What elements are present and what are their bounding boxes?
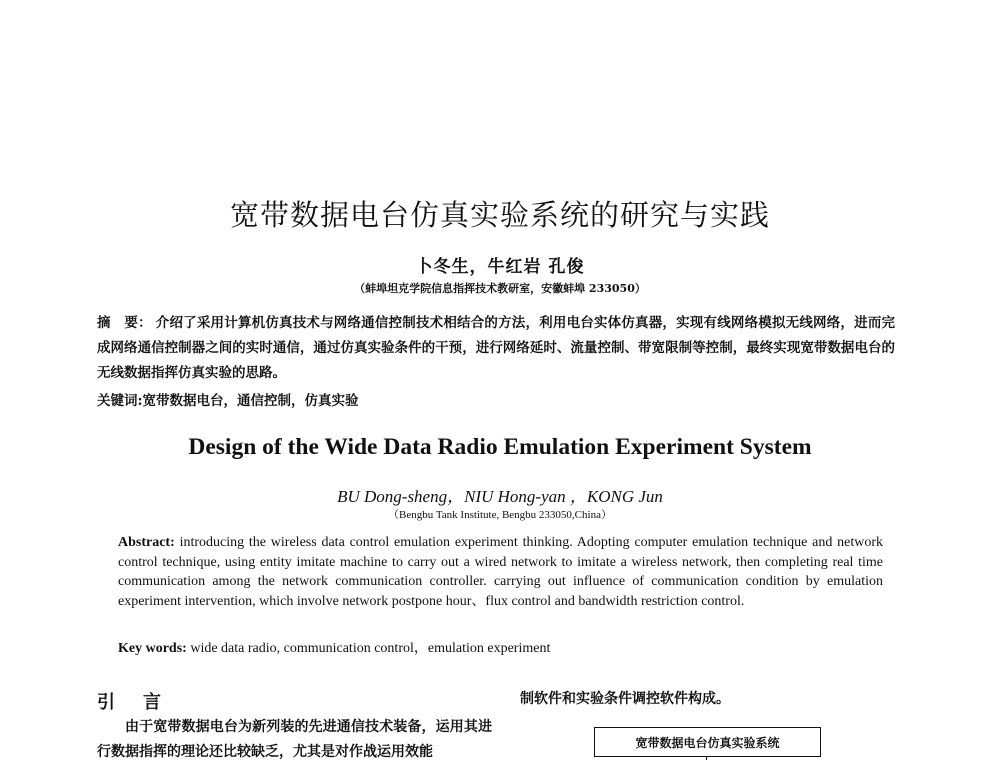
section-heading-char-1: 引: [97, 692, 115, 713]
section-heading-char-2: 言: [143, 692, 161, 713]
body-paragraph-right: 制软件和实验条件调控软件构成。: [520, 691, 730, 707]
keywords-text-en: wide data radio, communication control，emulation experiment: [190, 641, 551, 656]
authors-en: BU Dong-sheng，NIU Hong-yan ，KONG Jun: [337, 487, 663, 506]
abstract-text-en: introducing the wireless data control emulation experiment thinking. Adopting computer emulation technique and network control technique, using entity imitate machine to carry out a wired network to imitate a wireless network, then completing real time communication among the network communication controller. carrying out influence of communication condition by emulation experiment intervention, which involve network postpone hour、flux control and bandwidth restriction control.: [118, 535, 884, 609]
authors-cn: 卜冬生，牛红岩 孔俊: [415, 257, 585, 277]
abstract-text-cn: 介绍了采用计算机仿真技术与网络通信控制技术相结合的方法，利用电台实体仿真器，实现有线网络模拟无线网络，进而完成网络通信控制器之间的实时通信，通过仿真实验条件的干预，进行网络延时、流量控制、带宽限制等控制，最终实现宽带数据电台的无线数据指挥仿真实验的思路。: [97, 315, 896, 381]
abstract-label-en: Abstract:: [118, 535, 175, 550]
keywords-cn: [97, 389, 895, 409]
abstract-en: [118, 533, 883, 611]
abstract-cn: [97, 311, 895, 386]
paper-title-en: Design of the Wide Data Radio Emulation Experiment System: [188, 434, 812, 460]
keywords-label-en: Key words:: [118, 641, 187, 656]
figure-box-label: 宽带数据电台仿真实验系统: [635, 735, 780, 750]
affiliation-en: （Bengbu Tank Institute, Bengbu 233050,China）: [388, 509, 612, 521]
paper-title-cn: 宽带数据电台仿真实验系统的研究与实践: [229, 198, 770, 232]
body-paragraph-left: 由于宽带数据电台为新列装的先进通信技术装备，运用其进行数据指挥的理论还比较缺乏，尤其是对作战运用效能: [97, 719, 492, 760]
abstract-label-cn: 摘 要：: [97, 315, 152, 331]
affiliation-cn: （蚌埠坦克学院信息指挥技术教研室，安徽蚌埠 233050）: [354, 282, 646, 295]
keywords-label-cn: 关键词:: [97, 393, 143, 409]
figure-box-system: [594, 727, 821, 757]
keywords-text-cn: 宽带数据电台，通信控制，仿真实验: [142, 393, 359, 409]
section-heading-introduction: [97, 688, 161, 714]
keywords-en: [118, 637, 883, 657]
